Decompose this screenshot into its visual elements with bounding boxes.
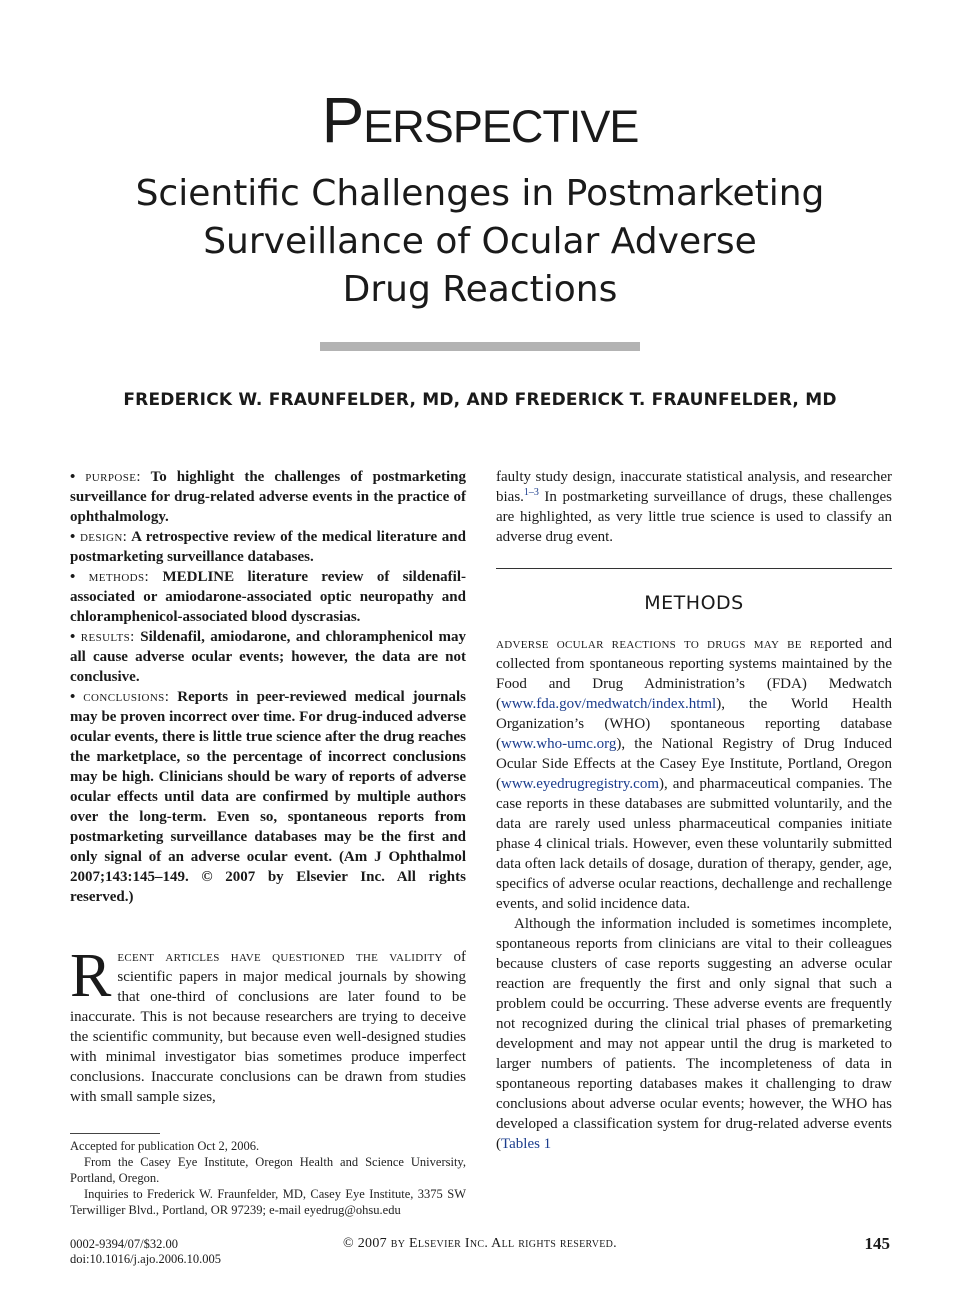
title-line: Surveillance of Ocular Adverse <box>203 221 757 262</box>
issn: 0002-9394/07/$32.00 <box>70 1237 178 1251</box>
author-list: FREDERICK W. FRAUNFELDER, MD, AND FREDERICK T. FRAUNFELDER, MD <box>123 390 837 410</box>
copyright: © 2007 by Elsevier Inc. All rights reserved. <box>343 1236 617 1251</box>
drop-cap: R <box>70 942 112 1010</box>
abstract <box>70 467 466 907</box>
body-text: ), the World Health Organization’s (WHO) spontaneous reporting database ( <box>496 696 892 752</box>
body-text: faulty study design, inaccurate statistical analysis, and researcher bias. <box>496 469 892 505</box>
reference-link[interactable]: 1–3 <box>523 487 539 498</box>
abstract-methods: • methods: MEDLINE literature review of sildenafil-associated or amiodarone-associated optic neuropathy and chloramphenicol-associated blood dyscrasias. <box>70 569 466 625</box>
abstract-text: Sildenafil, amiodarone, and chloramphenicol may all cause adverse ocular events; however, the data are not conclusive. <box>70 629 466 685</box>
footnote-rule <box>70 1133 160 1134</box>
section-rule <box>496 568 892 569</box>
fda-link[interactable]: www.fda.gov/medwatch/index.html <box>501 696 717 712</box>
footnote <box>70 1138 466 1218</box>
abstract-purpose: • purpose: To highlight the challenges of postmarketing surveillance for drug-related adverse events in the practice of ophthalmology. <box>70 469 466 525</box>
body-text: ported and collected from spontaneous reporting systems maintained by the Food and Drug Administration’s (FDA) Medwatch ( <box>496 636 892 712</box>
intro-paragraph <box>70 942 467 1107</box>
abstract-design: • design: A retrospective review of the medical literature and postmarketing surveillance databases. <box>70 529 466 565</box>
tables-link[interactable]: Tables 1 <box>501 1136 552 1152</box>
article-title <box>100 170 860 314</box>
abstract-label: design: <box>79 529 128 545</box>
abstract-text: MEDLINE literature review of sildenafil-associated or amiodarone-associated optic neuropathy and chloramphenicol-associated blood dyscrasias. <box>70 569 466 625</box>
body-text: In postmarketing surveillance of drugs, these challenges are highlighted, as very little true science is used to classify an adverse drug event. <box>496 489 892 545</box>
body-text: ), and pharmaceutical companies. The case reports in these databases are submitted voluntarily, and the data are rarely used unless pharmaceutical companies initiate phase 4 clinical trials. However, even these voluntarily submitted data often lack details of dosage, duration of therapy, gender, age, specifics of adverse ocular reactions, dechallenge and rechallenge events, and solid incidence data. <box>496 776 892 912</box>
footnote-affiliation: From the Casey Eye Institute, Oregon Health and Science University, Portland, Oregon. <box>70 1155 466 1185</box>
footnote-inquiries: Inquiries to Frederick W. Fraunfelder, MD, Casey Eye Institute, 3375 SW Terwilliger Blvd., Portland, OR 97239; e-mail eyedrug@ohsu.edu <box>70 1187 466 1217</box>
abstract-label: conclusions: <box>83 689 170 705</box>
registry-link[interactable]: www.eyedrugregistry.com <box>501 776 660 792</box>
methods-heading: METHODS <box>644 592 744 614</box>
section-label: Perspective <box>321 84 639 156</box>
who-link[interactable]: www.who-umc.org <box>501 736 617 752</box>
footnote-accepted: Accepted for publication Oct 2, 2006. <box>70 1139 260 1153</box>
abstract-label: methods: <box>88 569 150 585</box>
page-number: 145 <box>864 1234 890 1253</box>
abstract-label: purpose: <box>85 469 141 485</box>
body-text: ), the National Registry of Drug Induced Ocular Side Effects at the Casey Eye Institute, Portland, Oregon ( <box>496 736 892 792</box>
methods-lead: adverse ocular reactions to drugs may be re <box>496 636 825 652</box>
abstract-results: • results: Sildenafil, amiodarone, and chloramphenicol may all cause adverse ocular events; however, the data are not conclusive. <box>70 629 466 685</box>
title-line: Scientific Challenges in Postmarketing <box>135 173 825 214</box>
title-divider <box>320 342 640 351</box>
abstract-conclusions: • conclusions: Reports in peer-reviewed medical journals may be proven incorrect over time. For drug-induced adverse ocular events, there is little true science after the drug reaches the marketplace, so the percentage of incorrect conclusions may be high. Clinicians should be wary of reports of adverse ocular effects until data are confirmed by multiple authors over the long-term. Even so, spontaneous reports from postmarketing surveillance databases may be the first and only signal of an adverse ocular event. (Am J Ophthalmol 2007;143:145–149. © 2007 by Elsevier Inc. All rights reserved.) <box>70 689 466 905</box>
abstract-text: A retrospective review of the medical literature and postmarketing surveillance databases. <box>70 529 466 565</box>
body-text: Although the information included is sometimes incomplete, spontaneous reports from clinicians are vital to their colleagues because clusters of case reports suggesting an adverse ocular reaction are frequently the first and only signal that such a problem could be occurring. These adverse events are frequently not recognized during the clinical trial phases of premarketing development and may not appear until the drug is marketed to larger numbers of patients. The incompleteness of data in spontaneous reporting databases makes it challenging to draw conclusions about adverse ocular events; however, the WHO has developed a classification system for drug-related adverse events ( <box>496 916 892 1152</box>
intro-continued <box>496 467 892 547</box>
title-line: Drug Reactions <box>342 269 618 310</box>
doi: doi:10.1016/j.ajo.2006.10.005 <box>70 1252 222 1266</box>
abstract-text: Reports in peer-reviewed medical journals may be proven incorrect over time. For drug-induced adverse ocular events, there is little true science after the drug reaches the marketplace, so the percentage of incorrect conclusions may be high. Clinicians should be wary of reports of adverse ocular effects until data are confirmed by multiple authors over the long-term. Even so, spontaneous reports from postmarketing surveillance databases may be the first and only signal of an adverse ocular event. (Am J Ophthalmol 2007;143:145–149. © 2007 by Elsevier Inc. All rights reserved.) <box>70 689 466 905</box>
methods-body <box>496 634 892 1154</box>
intro-lead: ecent articles have questioned the validity <box>117 949 443 965</box>
abstract-label: results: <box>80 629 135 645</box>
intro-text: of scientific papers in major medical journals by showing that one-third of conclusions are later found to be inaccurate. This is not because researchers are trying to deceive the scientific community, but because even well-designed studies with minimal investigator bias sometimes produce imperfect conclusions. Inaccurate conclusions can be drawn from studies with small sample sizes, <box>70 949 467 1105</box>
abstract-text: To highlight the challenges of postmarketing surveillance for drug-related adverse events in the practice of ophthalmology. <box>70 469 466 525</box>
